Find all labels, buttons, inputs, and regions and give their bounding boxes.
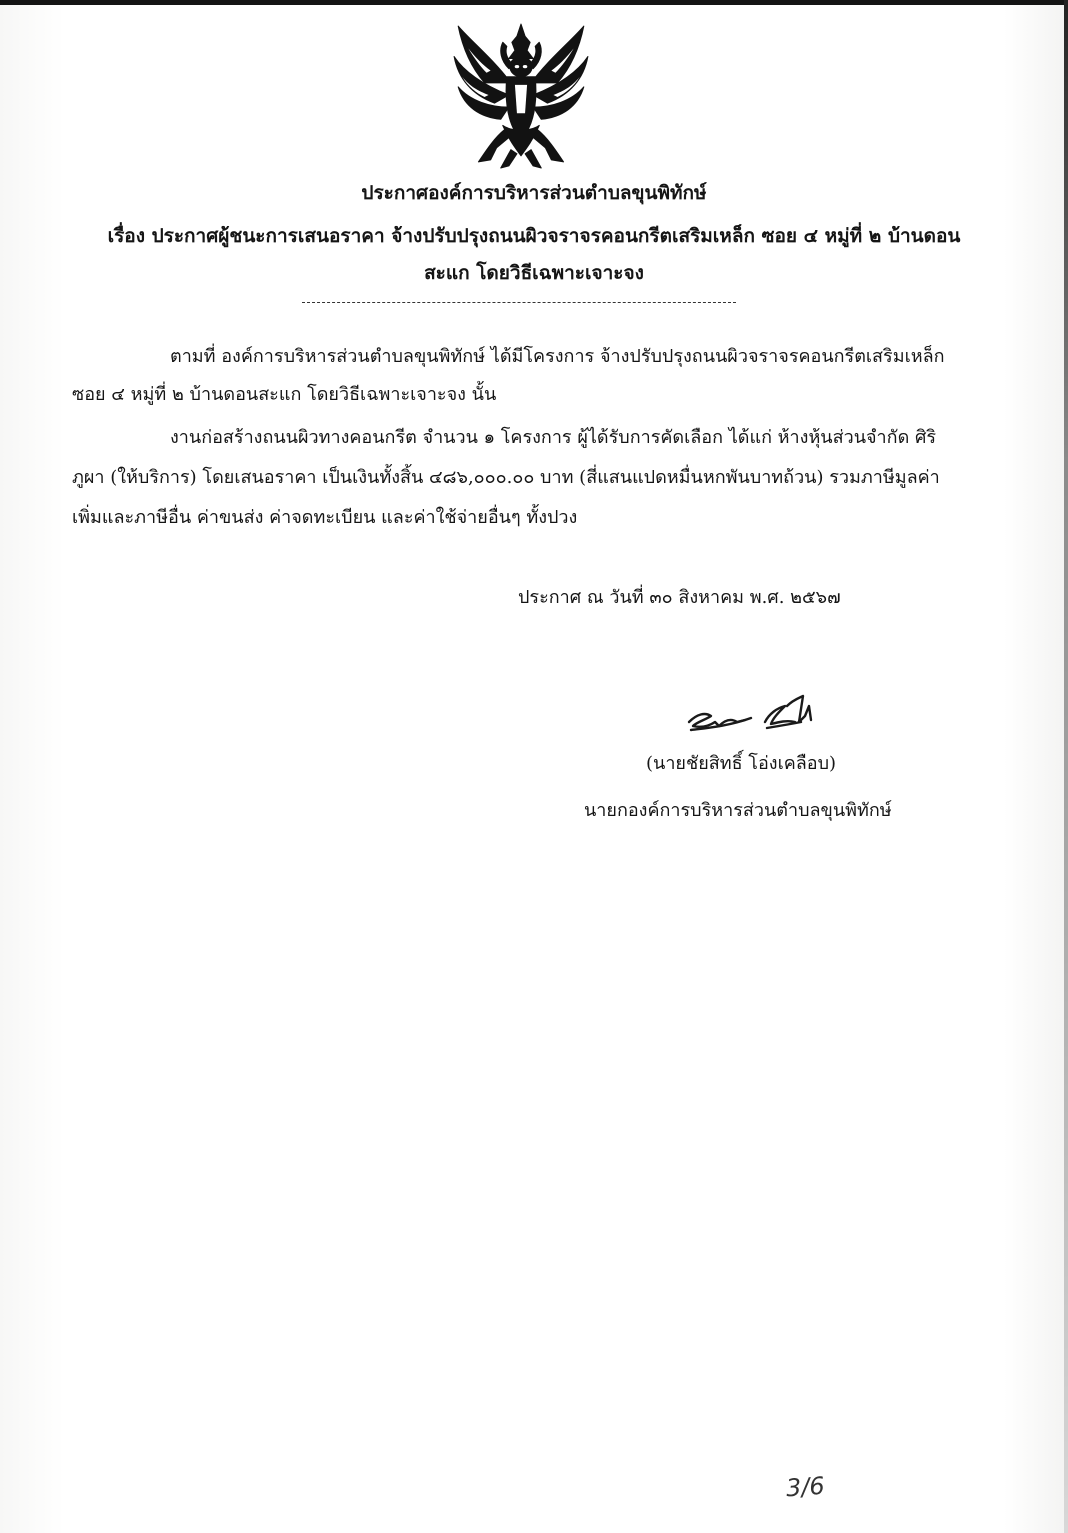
paragraph2-line3: เพิ่มและภาษีอื่น ค่าขนส่ง ค่าจดทะเบียน และค่าใช้จ่ายอื่นๆ ทั้งปวง	[72, 507, 578, 528]
handwritten-page-note: 3/6	[785, 1471, 826, 1503]
paragraph1-line2: ซอย ๔ หมู่ที่ ๒ บ้านดอนสะแก โดยวิธีเฉพาะเจาะจง นั้น	[72, 384, 497, 405]
dashed-divider	[302, 302, 736, 303]
garuda-emblem-icon	[450, 20, 592, 172]
scan-right-edge	[1064, 0, 1068, 1533]
handwritten-signature-icon	[683, 692, 823, 736]
announcement-date: ประกาศ ณ วันที่ ๓๐ สิงหาคม พ.ศ. ๒๕๖๗	[518, 587, 841, 608]
subject-line-2: สะแก โดยวิธีเฉพาะเจาะจง	[424, 262, 644, 284]
paragraph2-line1: งานก่อสร้างถนนผิวทางคอนกรีต จำนวน ๑ โครงการ ผู้ได้รับการคัดเลือก ได้แก่ ห้างหุ้นส่วนจำกัด ศิริ	[170, 427, 937, 448]
paragraph1-line1: ตามที่ องค์การบริหารส่วนตำบลขุนพิทักษ์ ได้มีโครงการ จ้างปรับปรุงถนนผิวจราจรคอนกรีตเสริมเหล็ก	[170, 346, 945, 367]
paragraph2-line2: ภูผา (ให้บริการ) โดยเสนอราคา เป็นเงินทั้งสิ้น ๔๘๖,๐๐๐.๐๐ บาท (สี่แสนแปดหมื่นหกพันบาทถ้วน) รวมภาษีมูลค่า	[72, 467, 940, 488]
signer-name: (นายชัยสิทธิ์ โอ่งเคลือบ)	[646, 753, 837, 774]
signer-position: นายกองค์การบริหารส่วนตำบลขุนพิทักษ์	[584, 800, 892, 821]
subject-line-1: เรื่อง ประกาศผู้ชนะการเสนอราคา จ้างปรับปรุงถนนผิวจราจรคอนกรีตเสริมเหล็ก ซอย ๔ หมู่ที่ ๒ บ้านดอน	[107, 225, 961, 247]
scan-top-edge	[0, 0, 1068, 5]
document-title: ประกาศองค์การบริหารส่วนตำบลขุนพิทักษ์	[361, 182, 707, 204]
